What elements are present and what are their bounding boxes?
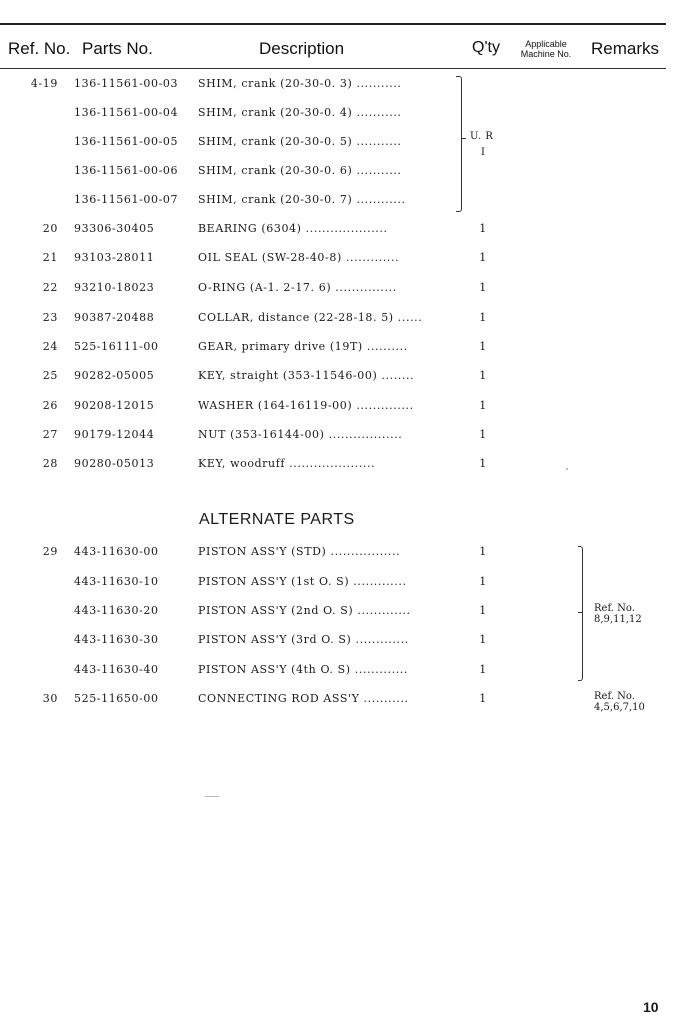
header-applicable	[511, 39, 581, 59]
description: SHIM, crank (20-30-0. 3) ...........	[198, 77, 402, 90]
description: SHIM, crank (20-30-0. 7) ............	[198, 193, 406, 206]
piston-group-brace-point	[578, 612, 583, 613]
scan-speck	[205, 796, 219, 797]
header-rule	[0, 68, 666, 69]
rod-remark-line1: Ref. No.	[594, 691, 635, 702]
quantity: 1	[479, 692, 487, 705]
table-row	[0, 222, 683, 244]
ref-no: 20	[42, 222, 58, 235]
table-row	[0, 77, 683, 99]
rod-remark-line2: 4,5,6,7,10	[594, 702, 645, 713]
table-row	[0, 311, 683, 333]
part-no: 90280-05013	[74, 457, 155, 470]
description: SHIM, crank (20-30-0. 5) ...........	[198, 135, 402, 148]
part-no: 443-11630-30	[74, 633, 159, 646]
part-no: 90208-12015	[74, 399, 155, 412]
part-no: 443-11630-00	[74, 545, 159, 558]
part-no: 90387-20488	[74, 311, 155, 324]
table-row	[0, 692, 683, 714]
table-row	[0, 457, 683, 479]
table-row	[0, 399, 683, 421]
part-no: 90179-12044	[74, 428, 155, 441]
piston-group-brace	[578, 546, 583, 681]
part-no: 136-11561-00-06	[74, 164, 179, 177]
scan-speck	[566, 468, 568, 470]
ref-no: 21	[42, 251, 58, 264]
table-row	[0, 106, 683, 128]
table-row	[0, 369, 683, 391]
description: PISTON ASS'Y (1st O. S) .............	[198, 575, 407, 588]
page-number: 10	[643, 999, 659, 1015]
part-no: 136-11561-00-05	[74, 135, 179, 148]
header-remarks: Remarks	[591, 39, 660, 58]
shim-group-qty: U. R	[470, 131, 494, 142]
quantity: 1	[479, 545, 487, 558]
section-title: ALTERNATE PARTS	[199, 511, 355, 528]
quantity: 1	[479, 604, 487, 617]
description: KEY, straight (353-11546-00) ........	[198, 369, 415, 382]
header-ref-no: Ref. No.	[8, 39, 71, 58]
part-no: 443-11630-20	[74, 604, 159, 617]
piston-remark-line1: Ref. No.	[594, 603, 635, 614]
table-row	[0, 281, 683, 303]
description: BEARING (6304) ....................	[198, 222, 388, 235]
quantity: 1	[479, 428, 487, 441]
description: WASHER (164-16119-00) ..............	[198, 399, 414, 412]
header-applicable-line1: Applicable	[525, 39, 567, 49]
shim-group-brace-point	[461, 138, 466, 139]
ref-no: 28	[42, 457, 58, 470]
header-qty: Q'ty	[472, 39, 500, 56]
ref-no: 29	[42, 545, 58, 558]
shim-group-qty-2: I	[481, 147, 485, 158]
piston-remark	[594, 603, 642, 625]
ref-no: 24	[42, 340, 58, 353]
quantity: 1	[479, 251, 487, 264]
header-applicable-line2: Machine No.	[520, 49, 572, 59]
description: CONNECTING ROD ASS'Y ...........	[198, 692, 409, 705]
part-no: 136-11561-00-04	[74, 106, 179, 119]
ref-no: 30	[42, 692, 58, 705]
description: OIL SEAL (SW-28-40-8) .............	[198, 251, 400, 264]
ref-no: 4-19	[30, 77, 58, 90]
description: GEAR, primary drive (19T) ..........	[198, 340, 408, 353]
ref-no: 25	[42, 369, 58, 382]
ref-no: 22	[42, 281, 58, 294]
quantity: 1	[479, 575, 487, 588]
header-parts-no: Parts No.	[82, 39, 153, 58]
part-no: 93103-28011	[74, 251, 155, 264]
quantity: 1	[479, 222, 487, 235]
description: NUT (353-16144-00) ..................	[198, 428, 403, 441]
description: SHIM, crank (20-30-0. 6) ...........	[198, 164, 402, 177]
description: PISTON ASS'Y (STD) .................	[198, 545, 401, 558]
piston-remark-line2: 8,9,11,12	[594, 614, 642, 625]
part-no: 93210-18023	[74, 281, 155, 294]
description: KEY, woodruff .....................	[198, 457, 376, 470]
description: COLLAR, distance (22-28-18. 5) ......	[198, 311, 423, 324]
top-rule	[0, 23, 666, 25]
part-no: 90282-05005	[74, 369, 155, 382]
part-no: 443-11630-40	[74, 663, 159, 676]
table-row	[0, 251, 683, 273]
header-description: Description	[259, 39, 345, 58]
ref-no: 27	[42, 428, 58, 441]
description: O-RING (A-1. 2-17. 6) ...............	[198, 281, 397, 294]
part-no: 136-11561-00-07	[74, 193, 179, 206]
description: PISTON ASS'Y (3rd O. S) .............	[198, 633, 409, 646]
quantity: 1	[479, 633, 487, 646]
description: PISTON ASS'Y (4th O. S) .............	[198, 663, 408, 676]
quantity: 1	[479, 311, 487, 324]
table-row	[0, 164, 683, 186]
rod-remark	[594, 691, 645, 713]
table-row	[0, 428, 683, 450]
quantity: 1	[479, 663, 487, 676]
description: SHIM, crank (20-30-0. 4) ...........	[198, 106, 402, 119]
ref-no: 26	[42, 399, 58, 412]
quantity: 1	[479, 399, 487, 412]
part-no: 443-11630-10	[74, 575, 159, 588]
part-no: 136-11561-00-03	[74, 77, 179, 90]
description: PISTON ASS'Y (2nd O. S) .............	[198, 604, 411, 617]
part-no: 525-16111-00	[74, 340, 159, 353]
part-no: 525-11650-00	[74, 692, 159, 705]
part-no: 93306-30405	[74, 222, 155, 235]
shim-group-brace	[456, 76, 462, 212]
quantity: 1	[479, 281, 487, 294]
table-row	[0, 340, 683, 362]
ref-no: 23	[42, 311, 58, 324]
table-row	[0, 135, 683, 157]
table-row	[0, 193, 683, 215]
quantity: 1	[479, 340, 487, 353]
quantity: 1	[479, 369, 487, 382]
quantity: 1	[479, 457, 487, 470]
